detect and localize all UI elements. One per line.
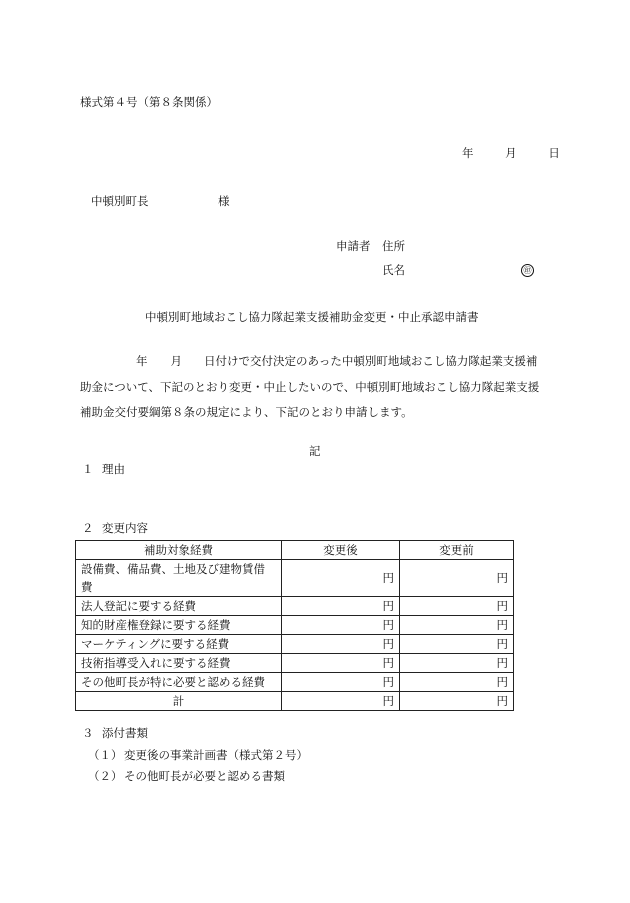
total-after-value: 円: [282, 692, 400, 711]
row-before-value: 円: [400, 560, 514, 597]
row-item: 技術指導受入れに要する経費: [76, 654, 282, 673]
row-after-value: 円: [282, 673, 400, 692]
date-day-label: 日: [548, 146, 560, 160]
row-item: 知的財産権登録に要する経費: [76, 616, 282, 635]
addressee-honorific: 様: [218, 194, 230, 208]
form-number: 様式第４号（第８条関係）: [80, 95, 218, 109]
document-title: 中頓別町地域おこし協力隊起業支援補助金変更・中止承認申請書: [145, 310, 479, 324]
section1-number: １: [82, 462, 94, 476]
body-line-1: [80, 349, 552, 375]
body-line-2: 助金について、下記のとおり変更・中止したいので、中頓別町地域おこし協力隊起業支援: [80, 379, 540, 394]
row-after-value: 円: [282, 560, 400, 597]
total-label: 計: [76, 692, 282, 711]
table-row: [76, 597, 514, 616]
table-row: [76, 654, 514, 673]
table-row: [76, 560, 514, 597]
cost-table: [75, 540, 514, 711]
addressee-name: 中頓別町長: [91, 194, 149, 208]
row-before-value: 円: [400, 673, 514, 692]
section3-title: 添付書類: [102, 726, 148, 740]
attachment-item-1-text: 変更後の事業計画書（様式第２号）: [124, 748, 308, 762]
date-line: [462, 148, 560, 160]
row-before-value: 円: [400, 597, 514, 616]
row-after-value: 円: [282, 597, 400, 616]
seal-icon: ㊞: [521, 264, 534, 277]
applicant-address-label: 住所: [382, 239, 405, 253]
row-item: マーケティングに要する経費: [76, 635, 282, 654]
seal-mark: [521, 264, 534, 277]
applicant-label: 申請者: [336, 239, 371, 253]
attachment-item-1-number: （１）: [88, 748, 123, 762]
table-total-row: [76, 692, 514, 711]
row-before-value: 円: [400, 616, 514, 635]
body-month: 月: [170, 354, 182, 368]
total-before-value: 円: [400, 692, 514, 711]
section3-number: ３: [82, 726, 94, 740]
ki-heading: 記: [309, 444, 321, 458]
row-item: 設備費、備品費、土地及び建物賃借費: [76, 560, 282, 597]
attachment-item-2-text: その他町長が必要と認める書類: [124, 769, 285, 783]
body-paragraph: [80, 349, 552, 426]
section2-title: 変更内容: [102, 521, 148, 535]
date-year-label: 年: [462, 146, 474, 160]
body-line-1-text: 日付けで交付決定のあった中頓別町地域おこし協力隊起業支援補: [204, 354, 538, 368]
header-before-change: 変更前: [400, 541, 514, 560]
header-after-change: 変更後: [282, 541, 400, 560]
row-after-value: 円: [282, 654, 400, 673]
row-item: 法人登記に要する経費: [76, 597, 282, 616]
row-item: その他町長が特に必要と認める経費: [76, 673, 282, 692]
row-after-value: 円: [282, 635, 400, 654]
body-line-3: 補助金交付要綱第８条の規定により、下記のとおり申請します。: [80, 405, 413, 419]
header-cost-item: 補助対象経費: [76, 541, 282, 560]
body-year: 年: [136, 354, 148, 368]
table-row: [76, 635, 514, 654]
row-before-value: 円: [400, 654, 514, 673]
attachment-item-2-number: （２）: [88, 769, 123, 783]
row-after-value: 円: [282, 616, 400, 635]
table-header-row: [76, 541, 514, 560]
table-row: [76, 673, 514, 692]
applicant-name-label: 氏名: [382, 263, 405, 277]
date-month-label: 月: [505, 146, 517, 160]
table-row: [76, 616, 514, 635]
section2-number: ２: [82, 521, 94, 535]
section1-title: 理由: [102, 462, 125, 476]
row-before-value: 円: [400, 635, 514, 654]
